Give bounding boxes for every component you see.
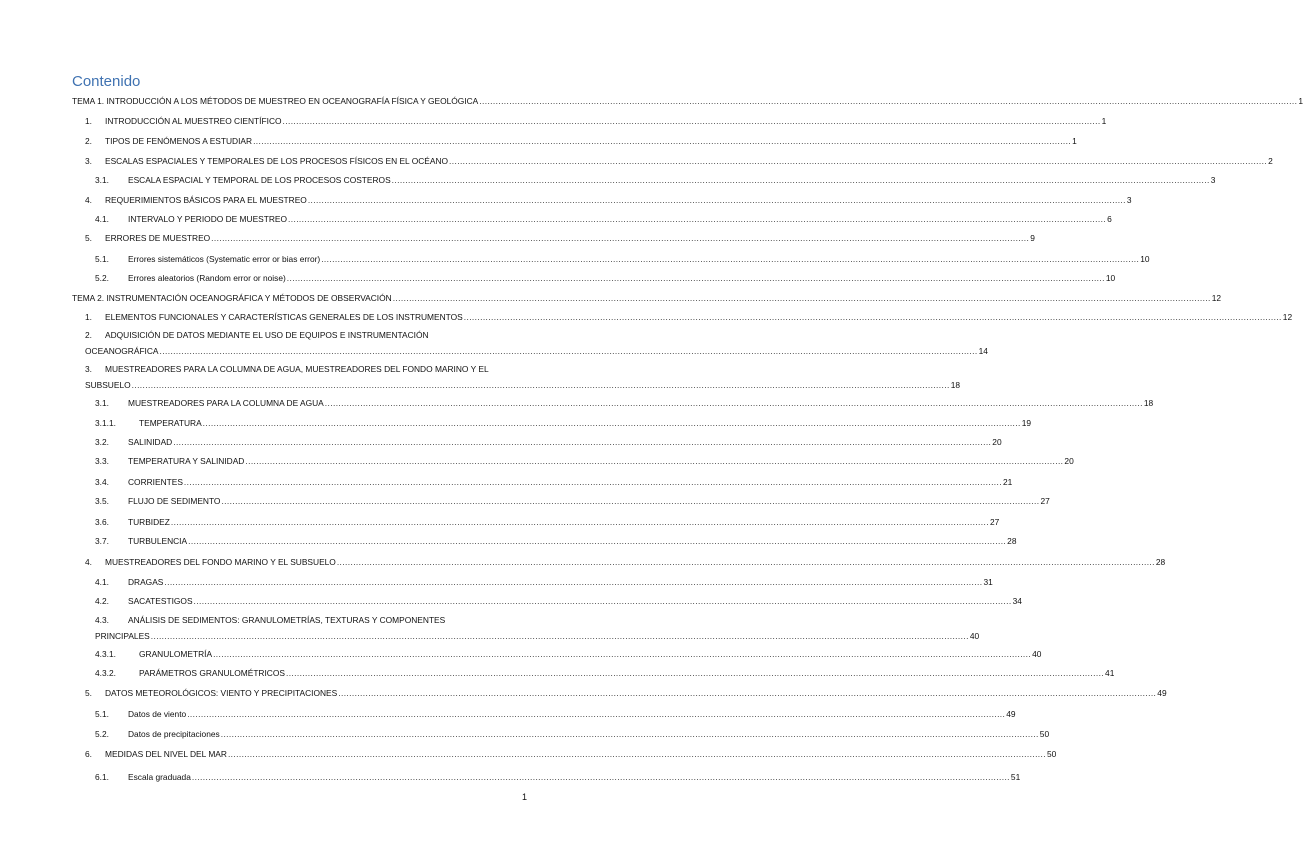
- toc-entry-page: 40: [969, 631, 980, 641]
- toc-entry-text: TEMPERATURA Y SALINIDAD: [128, 456, 245, 466]
- toc-entry-text: MUESTREADORES PARA LA COLUMNA DE AGUA: [128, 398, 324, 408]
- toc-entry-page: 51: [1010, 772, 1021, 782]
- toc-entry-number: 1.: [85, 116, 92, 126]
- toc-entry-text: SACATESTIGOS: [128, 596, 193, 606]
- toc-entry-number: 5.2.: [95, 273, 109, 283]
- toc-leader-dots: ............................................................................................................................................................................................................................................................................................................: [173, 437, 992, 447]
- toc-entry-text: ANÁLISIS DE SEDIMENTOS: GRANULOMETRÍAS, TEXTURAS Y COMPONENTES: [128, 615, 446, 625]
- toc-entry-number: 3.1.: [95, 398, 109, 408]
- toc-entry-page: 27: [989, 517, 1000, 527]
- toc-entry-page: 28: [1155, 557, 1166, 567]
- toc-entry-text: MEDIDAS DEL NIVEL DEL MAR: [105, 749, 227, 759]
- toc-entry-number: 4.: [85, 557, 92, 567]
- toc-leader-dots: ............................................................................................................................................................................................................................................................................................................: [131, 380, 950, 390]
- toc-entry-number: 5.: [85, 688, 92, 698]
- toc-entry-text: MUESTREADORES PARA LA COLUMNA DE AGUA, MUESTREADORES DEL FONDO MARINO Y EL: [105, 364, 489, 374]
- toc-entry-text: SALINIDAD: [128, 437, 173, 447]
- toc-entry-page: 1: [1072, 136, 1077, 146]
- toc-entry-number: 3.4.: [95, 477, 109, 487]
- toc-entry-text: TURBIDEZ: [128, 517, 170, 527]
- toc-leader-dots: ............................................................................................................................................................................................................................................................................................................: [183, 477, 1002, 487]
- toc-entry-text: TEMA 1. INTRODUCCIÓN A LOS MÉTODOS DE MUESTREO EN OCEANOGRAFÍA FÍSICA Y GEOLÓGICA: [72, 96, 479, 106]
- toc-entry-text: FLUJO DE SEDIMENTO: [128, 496, 221, 506]
- toc-entry-text: PARÁMETROS GRANULOMÉTRICOS: [139, 668, 285, 678]
- toc-leader-dots: ............................................................................................................................................................................................................................................................................................................: [170, 517, 989, 527]
- toc-entry-text-continued: SUBSUELO: [85, 380, 131, 390]
- toc-entry-number: 3.1.: [95, 175, 109, 185]
- toc-entry-page: 20: [1064, 456, 1074, 466]
- toc-leader-dots: ............................................................................................................................................................................................................................................................................................................: [321, 254, 1140, 264]
- toc-leader-dots: ............................................................................................................................................................................................................................................................................................................: [202, 418, 1021, 428]
- toc-entry-page: 10: [1105, 273, 1116, 283]
- toc-leader-dots: ............................................................................................................................................................................................................................................................................................................: [159, 346, 978, 356]
- toc-entry-number: 2.: [85, 330, 92, 340]
- toc-entry-page: 18: [1143, 398, 1154, 408]
- toc-entry-text: INTERVALO Y PERIODO DE MUESTREO: [128, 214, 288, 224]
- toc-entry-page: 31: [983, 577, 993, 587]
- toc-entry-text: ESCALA ESPACIAL Y TEMPORAL DE LOS PROCESOS COSTEROS: [128, 175, 391, 185]
- toc-entry-text: GRANULOMETRÍA: [139, 649, 213, 659]
- toc-leader-dots: ............................................................................................................................................................................................................................................................................................................: [449, 156, 1268, 166]
- toc-entry-page: 1: [1101, 116, 1107, 126]
- toc-leader-dots: ............................................................................................................................................................................................................................................................................................................: [227, 749, 1046, 759]
- page-number: 1: [521, 792, 527, 802]
- toc-entry-number: 5.1.: [95, 254, 109, 264]
- toc-entry-number: 4.3.: [95, 615, 109, 625]
- toc-leader-dots: ............................................................................................................................................................................................................................................................................................................: [479, 96, 1298, 106]
- toc-entry-number: 4.3.1.: [95, 649, 116, 659]
- toc-entry-page: 50: [1047, 749, 1057, 759]
- toc-entry-page: 3: [1210, 175, 1216, 185]
- toc-entry-page: 34: [1012, 596, 1022, 606]
- toc-leader-dots: ............................................................................................................................................................................................................................................................................................................: [220, 729, 1039, 739]
- toc-leader-dots: ............................................................................................................................................................................................................................................................................................................: [338, 688, 1157, 698]
- toc-leader-dots: ............................................................................................................................................................................................................................................................................................................: [191, 772, 1010, 782]
- toc-entry-text: DATOS METEOROLÓGICOS: VIENTO Y PRECIPITACIONES: [105, 688, 338, 698]
- toc-entry-text: TEMA 2. INSTRUMENTACIÓN OCEANOGRÁFICA Y MÉTODOS DE OBSERVACIÓN: [72, 293, 392, 303]
- toc-entry-number: 6.1.: [95, 772, 109, 782]
- toc-entry-number: 5.2.: [95, 729, 109, 739]
- toc-title: Contenido: [72, 73, 141, 90]
- toc-leader-dots: ............................................................................................................................................................................................................................................................................................................: [324, 398, 1143, 408]
- toc-entry-number: 4.1.: [95, 214, 109, 224]
- toc-entry-text: TIPOS DE FENÓMENOS A ESTUDIAR: [105, 136, 253, 146]
- toc-entry-page: 6: [1107, 214, 1112, 224]
- toc-entry-page: 18: [950, 380, 961, 390]
- toc-entry-text: REQUERIMIENTOS BÁSICOS PARA EL MUESTREO: [105, 195, 307, 205]
- toc-entry-text: Datos de viento: [128, 709, 187, 719]
- toc-entry-page: 49: [1157, 688, 1167, 698]
- toc-entry-page: 12: [1211, 293, 1222, 303]
- toc-entry-text: MUESTREADORES DEL FONDO MARINO Y EL SUBSUELO: [105, 557, 336, 567]
- toc-entry-text-continued: PRINCIPALES: [95, 631, 150, 641]
- toc-leader-dots: ............................................................................................................................................................................................................................................................................................................: [288, 214, 1107, 224]
- toc-entry-page: 20: [992, 437, 1002, 447]
- toc-entry-text: TURBULENCIA: [128, 536, 188, 546]
- toc-entry-number: 3.2.: [95, 437, 109, 447]
- toc-entry-text: Datos de precipitaciones: [128, 729, 220, 739]
- toc-entry-text-continued: OCEANOGRÁFICA: [85, 346, 159, 356]
- toc-entry-number: 3.7.: [95, 536, 109, 546]
- toc-entry-page: 3: [1126, 195, 1132, 205]
- toc-entry-text: CORRIENTES: [128, 477, 183, 487]
- toc-entry-text: INTRODUCCIÓN AL MUESTREO CIENTÍFICO: [105, 116, 282, 126]
- toc-entry-page: 41: [1105, 668, 1115, 678]
- toc-entry-page: 14: [978, 346, 988, 356]
- toc-leader-dots: ............................................................................................................................................................................................................................................................................................................: [187, 709, 1006, 719]
- toc-entry-number: 3.: [85, 364, 92, 374]
- toc-entry-number: 2.: [85, 136, 92, 146]
- toc-entry-page: 21: [1002, 477, 1013, 487]
- toc-leader-dots: ............................................................................................................................................................................................................................................................................................................: [392, 293, 1211, 303]
- toc-entry-number: 4.: [85, 195, 92, 205]
- toc-entry-text: ELEMENTOS FUNCIONALES Y CARACTERÍSTICAS GENERALES DE LOS INSTRUMENTOS: [105, 312, 463, 322]
- toc-entry-page: 19: [1021, 418, 1032, 428]
- toc-entry-page: 27: [1040, 496, 1050, 506]
- toc-entry-page: 12: [1282, 312, 1293, 322]
- toc-entry-page: 10: [1140, 254, 1150, 264]
- toc-leader-dots: ............................................................................................................................................................................................................................................................................................................: [307, 195, 1126, 205]
- toc-entry-number: 3.3.: [95, 456, 109, 466]
- toc-entry-text: TEMPERATURA: [139, 418, 202, 428]
- toc-entry-text: ESCALAS ESPACIALES Y TEMPORALES DE LOS PROCESOS FÍSICOS EN EL OCÉANO: [105, 156, 449, 166]
- toc-entry-text: ADQUISICIÓN DE DATOS MEDIANTE EL USO DE EQUIPOS E INSTRUMENTACIÓN: [105, 330, 429, 340]
- toc-entry-page: 50: [1039, 729, 1050, 739]
- toc-leader-dots: ............................................................................................................................................................................................................................................................................................................: [193, 596, 1012, 606]
- toc-entry-page: 49: [1006, 709, 1016, 719]
- toc-entry-number: 5.1.: [95, 709, 109, 719]
- toc-entry-text: Errores sistemáticos (Systematic error or bias error): [128, 254, 321, 264]
- toc-leader-dots: ............................................................................................................................................................................................................................................................................................................: [253, 136, 1072, 146]
- toc-leader-dots: ............................................................................................................................................................................................................................................................................................................: [282, 116, 1101, 126]
- toc-leader-dots: ............................................................................................................................................................................................................................................................................................................: [150, 631, 969, 641]
- toc-entry-page: 28: [1007, 536, 1017, 546]
- toc-leader-dots: ............................................................................................................................................................................................................................................................................................................: [391, 175, 1210, 185]
- toc-entry-page: 1: [1298, 96, 1303, 106]
- toc-entry-number: 3.6.: [95, 517, 109, 527]
- toc-leader-dots: ............................................................................................................................................................................................................................................................................................................: [221, 496, 1040, 506]
- toc-entry-number: 3.1.1.: [95, 418, 116, 428]
- toc-leader-dots: ............................................................................................................................................................................................................................................................................................................: [336, 557, 1155, 567]
- toc-leader-dots: ............................................................................................................................................................................................................................................................................................................: [211, 233, 1030, 243]
- toc-entry-text: Errores aleatorios (Random error or noise): [128, 273, 286, 283]
- toc-entry-text: DRAGAS: [128, 577, 164, 587]
- toc-entry-number: 5.: [85, 233, 92, 243]
- toc-entry-page: 2: [1268, 156, 1273, 166]
- toc-leader-dots: ............................................................................................................................................................................................................................................................................................................: [213, 649, 1032, 659]
- toc-entry-text: ERRORES DE MUESTREO: [105, 233, 211, 243]
- toc-entry-number: 4.2.: [95, 596, 109, 606]
- toc-entry-text: Escala graduada: [128, 772, 191, 782]
- toc-entry-number: 3.: [85, 156, 92, 166]
- toc-entry-number: 4.3.2.: [95, 668, 116, 678]
- toc-entry-number: 1.: [85, 312, 92, 322]
- toc-entry-number: 4.1.: [95, 577, 109, 587]
- toc-entry-page: 9: [1030, 233, 1035, 243]
- toc-leader-dots: ............................................................................................................................................................................................................................................................................................................: [285, 668, 1105, 678]
- toc-leader-dots: ............................................................................................................................................................................................................................................................................................................: [286, 273, 1105, 283]
- toc-leader-dots: ............................................................................................................................................................................................................................................................................................................: [188, 536, 1007, 546]
- toc-leader-dots: ............................................................................................................................................................................................................................................................................................................: [463, 312, 1282, 322]
- toc-leader-dots: ............................................................................................................................................................................................................................................................................................................: [245, 456, 1064, 466]
- toc-entry-page: 40: [1032, 649, 1042, 659]
- toc-entry-number: 6.: [85, 749, 92, 759]
- toc-entry-number: 3.5.: [95, 496, 109, 506]
- toc-leader-dots: ............................................................................................................................................................................................................................................................................................................: [164, 577, 983, 587]
